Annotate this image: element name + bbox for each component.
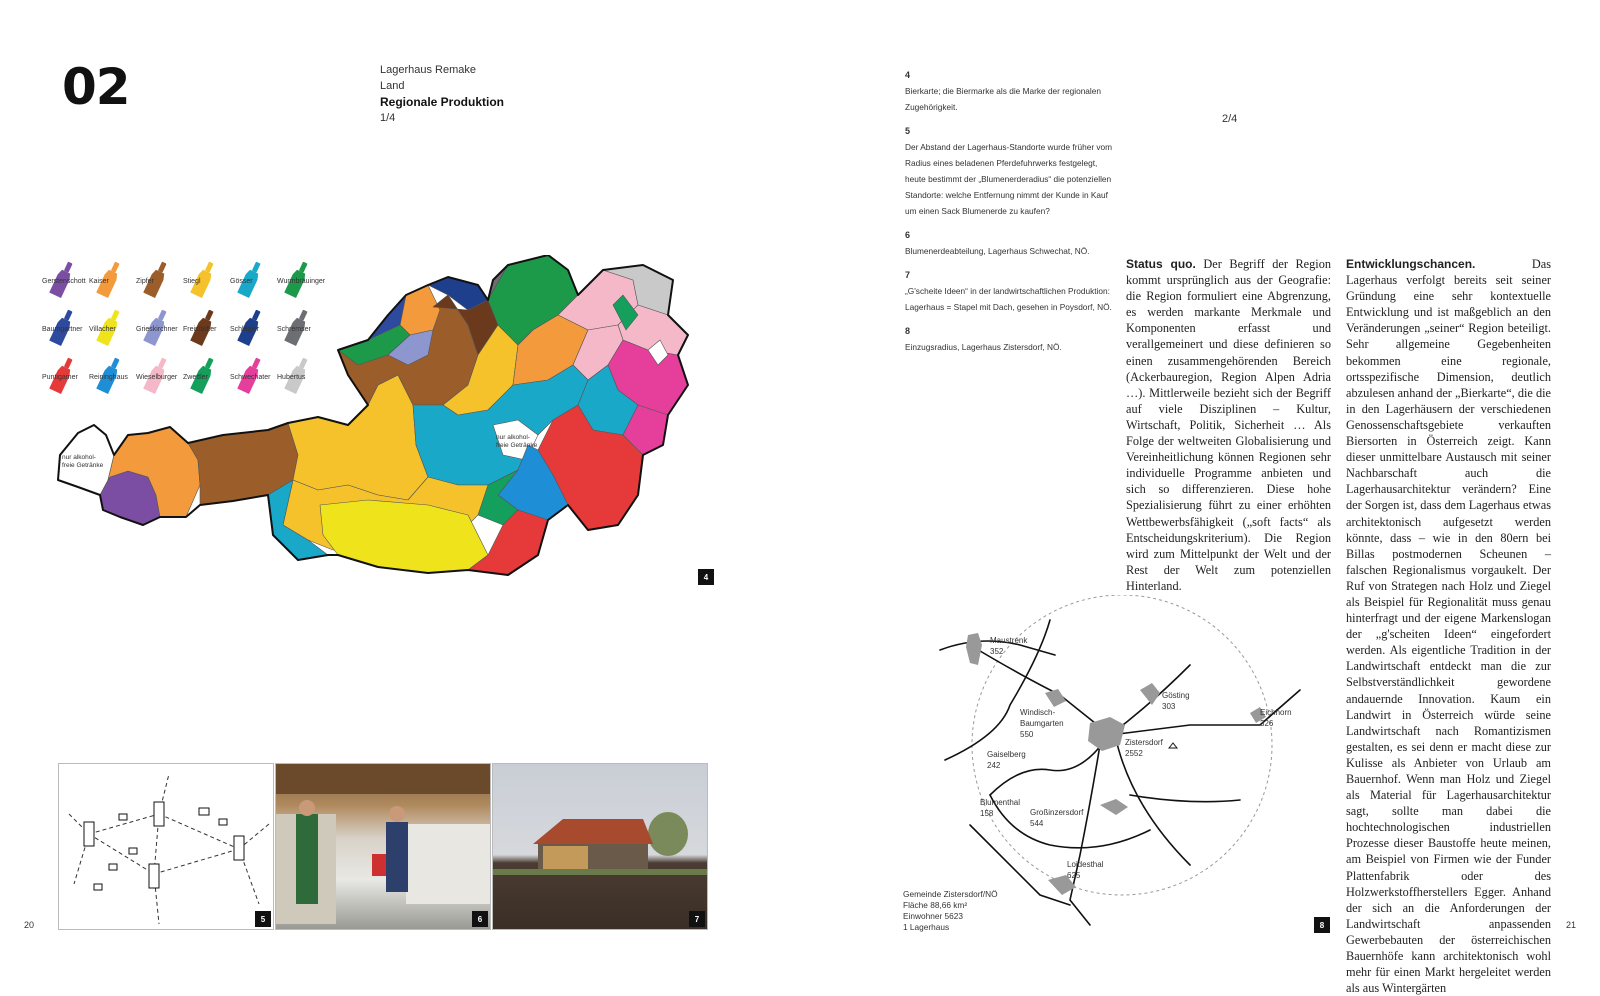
breadcrumb-item: Lagerhaus Remake: [380, 64, 477, 76]
page-number-right: 21: [1566, 920, 1577, 930]
legend-label: Schlägler: [230, 326, 260, 333]
column-lead: Entwicklungschancen.: [1346, 257, 1476, 271]
figure-badge: 5: [255, 911, 271, 927]
stat-line: Einwohner 5623: [903, 911, 963, 921]
text-column-status-quo: [1126, 256, 1331, 594]
place-label: Gösting 303: [1162, 691, 1190, 711]
note-text: Der Abstand der Lagerhaus-Standorte wurde früher vom Radius eines beladenen Pferdefuhrwerks festgelegt, heute bestimmt der „Blumenerderadius“ die potenziellen Standorte: welche Entfernung nimmt der Kunde in Kauf um einen Sack Blumenerde zu kaufen?: [905, 142, 1113, 216]
legend-label: Wurmbräuinger: [277, 278, 326, 285]
photo-store: [275, 763, 491, 930]
note-text: Bierkarte; die Biermarke als die Marke der regionalen Zugehörigkeit.: [905, 86, 1101, 112]
lagerhaus-icon: [1169, 743, 1177, 748]
breadcrumb-item: Land: [380, 80, 405, 92]
legend-label: Hubertus: [277, 374, 306, 381]
legend-label: Wieselburger: [136, 374, 178, 381]
legend-label: Reininghaus: [89, 374, 128, 381]
town-area: [1045, 689, 1066, 707]
sketch-drawing: [59, 764, 274, 930]
photo-sketch: [58, 763, 274, 930]
municipality-stats: [903, 889, 998, 933]
map-label-west: nur alkohol-freie Getränke: [62, 454, 104, 469]
barn-scene: [493, 764, 708, 930]
legend-label: Schwechater: [230, 374, 271, 381]
note-number: 5: [905, 126, 911, 136]
town-area: [1100, 799, 1128, 815]
stat-line: Gemeinde Zistersdorf/NÖ: [903, 889, 998, 899]
legend-label: Freistädter: [183, 326, 217, 333]
note-number: 7: [905, 270, 911, 280]
place-label: Großinzersdorf 544: [1030, 808, 1084, 828]
note-number: 4: [905, 70, 911, 80]
photo-barn: [492, 763, 708, 930]
page-index-right: 2/4: [1222, 113, 1238, 125]
place-label: Windisch-Baumgarten 550: [1020, 708, 1064, 739]
figure-badge: 8: [1314, 917, 1330, 933]
figure-badge: 4: [698, 569, 714, 585]
place-label: Eichhorn 326: [1260, 708, 1292, 728]
place-label: Zistersdorf 2552: [1125, 738, 1163, 758]
section-header: [380, 62, 504, 126]
note-number: 8: [905, 326, 911, 336]
page-number-left: 20: [24, 920, 35, 930]
page-index: 1/4: [380, 112, 396, 124]
section-title: Regionale Produktion: [380, 95, 505, 109]
legend-label: Stiegl: [183, 278, 201, 285]
store-scene: [276, 764, 491, 930]
legend-label: Gösser: [230, 278, 253, 285]
column-body: Das Lagerhaus verfolgt bereits seit seiner Gründung eine sehr kontextuelle Entwicklung und ist maßgeblich an den Veränderungen „seiner“ Region beteiligt. Sehr allgemeine Gegebenheiten bekommen eine regionale, ortsspezifische Dimension, deutlich abzulesen anhand der „Bierkarte“, die die in den Lagerhäusern der verschiedenen Genossenschaftsgebiete verkauften Biersorten in Österreich zeigt. Kann dieser unmittelbare Austausch mit seiner Nachbarschaft auch die Lagerhausarchitektur verändern? Eine der Sorgen ist, dass dem Lagerhaus etwas architektonisch aufgesetzt werden könnte, dass – wie in den 80ern bei Billas postmodernen Scheunen – falschen Regionalismus vorgaukelt. Der Ruf von Strategen nach Holz und Ziegel als Beispiel für Regionalität muss genau hinterfragt und der eigene Markenslogan der „g'scheiten Ideen“ eingefordert werden. Als eigentliche Tradition in der Landwirtschaft entdeckt man die zur Selbstverständlichkeit gewordene andauernde Innovation. Kaum ein Landwirt in Österreich würde seine Landwirtschaft nach Romantizismen gestalten, es sei denn er macht diese zur Kulisse als Anbieter von Urlaub am Bauernhof. Wenn man Holz und Ziegel als Material für Lagerhausarchitektur sagt, sollte man dabei die hochtechnologischen industriellen Prozesse dieser Baustoffe heute meinen, am Beispiel von Firmen wie der Funder Plattenfabrik oder des Holzwerkstoffherstellers Egger. Anhand der sich an die Anforderungen der Landwirtschaft anpassenden Gewerbebauten der österreichischen Bauernhöfe kann architektonisch wohl mehr für einen Markt hergeleitet werden als aus Wintergärten: [1346, 257, 1552, 996]
map-region: [288, 375, 428, 500]
stat-line: 1 Lagerhaus: [903, 922, 950, 932]
legend-label: Baumgartner: [42, 326, 83, 333]
note-text: „G'scheite Ideen“ in der landwirtschaftlichen Produktion: Lagerhaus = Stapel mit Dach, gesehen in Poysdorf, NÖ.: [905, 286, 1112, 312]
legend-label: Villacher: [89, 326, 116, 333]
town-area: [1088, 717, 1125, 751]
legend-label: Zwettler: [183, 374, 208, 381]
place-label: Maustrenk 352: [990, 636, 1028, 656]
text-column-entwicklung: [1346, 256, 1551, 996]
town-area: [1140, 683, 1160, 705]
legend-label: Kaiser: [89, 278, 109, 285]
map-label-center: nur alkohol-freie Getränke: [496, 434, 538, 449]
chapter-number: 02: [62, 58, 130, 116]
place-label: Gaiselberg 242: [987, 750, 1026, 770]
figure-badge: 6: [472, 911, 488, 927]
legend-label: Puntigamer: [42, 374, 78, 381]
place-label: Loidesthal 625: [1067, 860, 1104, 880]
place-label: Blumenthal 158: [980, 798, 1021, 818]
column-body: Der Begriff der Region kommt ursprünglich aus der Geografie: die Region formuliert eine Abgrenzung, es werden markante Merkmale und Komponenten erfasst und verallgemeinert und diese definieren so einen zusammengehörenden Bereich (Ackerbauregion, Region Alpen Adria …). Mittlerweile bezieht sich der Begriff auf viele Disziplinen – Kultur, Wirtschaft, Politik, Sicherheit … Als Folge der weltweiten Globalisierung und Vereinheitlichung können Regionen sehr individuelle Programme anbieten und sich so differenzieren. Diese hohe Spezialisierung führt zu einer erhöhten Wettbewerbsfähigkeit („soft facts“ als Entscheidungskriterium). Die Region wird zum Mittelpunkt der Welt und der Rest der Welt zum potenziellen Hinterland.: [1126, 257, 1331, 593]
note-number: 6: [905, 230, 911, 240]
austria-beer-map: [48, 255, 718, 595]
figure-notes: [905, 67, 1115, 355]
legend-label: Gerstenschott: [42, 278, 86, 285]
map-region: [400, 285, 440, 335]
note-text: Einzugsradius, Lagerhaus Zistersdorf, NÖ.: [905, 342, 1062, 352]
town-area: [966, 633, 982, 665]
stat-line: Fläche 88,66 km²: [903, 900, 968, 910]
legend-label: Zipfer: [136, 278, 154, 285]
column-lead: Status quo.: [1126, 257, 1196, 271]
legend-label: Grieskirchner: [136, 326, 178, 333]
legend-label: Schremser: [277, 326, 311, 333]
note-text: Blumenerdeabteilung, Lagerhaus Schwechat, NÖ.: [905, 246, 1090, 256]
figure-badge: 7: [689, 911, 705, 927]
